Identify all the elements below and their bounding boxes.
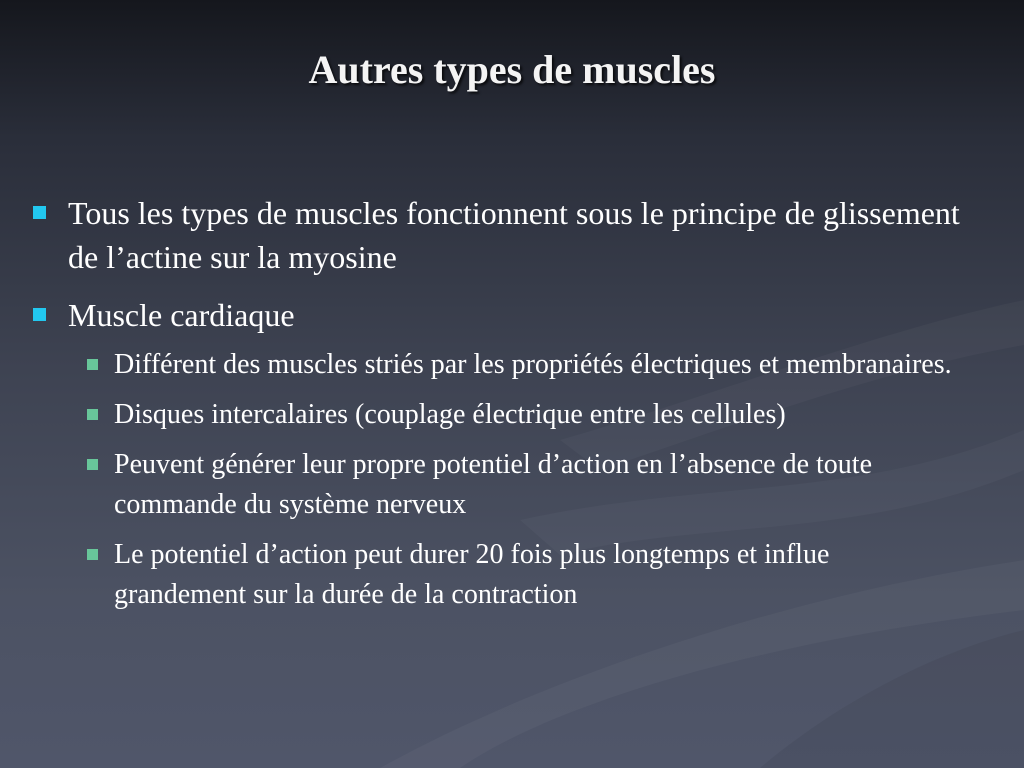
square-sub-bullet-icon bbox=[87, 359, 98, 370]
sub-bullet-item bbox=[30, 345, 980, 385]
bullet-text: Tous les types de muscles fonctionnent sous le principe de glissement de l’actine sur la myosine bbox=[68, 195, 960, 275]
sub-bullet-text: Disques intercalaires (couplage électrique entre les cellules) bbox=[114, 399, 786, 430]
bullet-item bbox=[30, 293, 980, 337]
bullet-item bbox=[30, 191, 980, 279]
sub-bullet-text: Le potentiel d’action peut durer 20 fois plus longtemps et influe grandement sur la durée de la contraction bbox=[114, 539, 830, 610]
square-sub-bullet-icon bbox=[87, 409, 98, 420]
sub-bullet-text: Différent des muscles striés par les propriétés électriques et membranaires. bbox=[114, 349, 952, 380]
sub-bullet-item bbox=[30, 535, 980, 615]
slide-title: Autres types de muscles bbox=[308, 47, 716, 92]
sub-bullet-list bbox=[30, 345, 980, 615]
slide-content bbox=[30, 191, 980, 625]
sub-bullet-item bbox=[30, 445, 980, 525]
sub-bullet-text: Peuvent générer leur propre potentiel d’action en l’absence de toute commande du système nerveux bbox=[114, 449, 873, 520]
square-sub-bullet-icon bbox=[87, 459, 98, 470]
sub-bullet-item bbox=[30, 395, 980, 435]
square-bullet-icon bbox=[33, 206, 46, 219]
square-bullet-icon bbox=[33, 308, 46, 321]
square-sub-bullet-icon bbox=[87, 549, 98, 560]
bullet-text: Muscle cardiaque bbox=[68, 297, 295, 333]
